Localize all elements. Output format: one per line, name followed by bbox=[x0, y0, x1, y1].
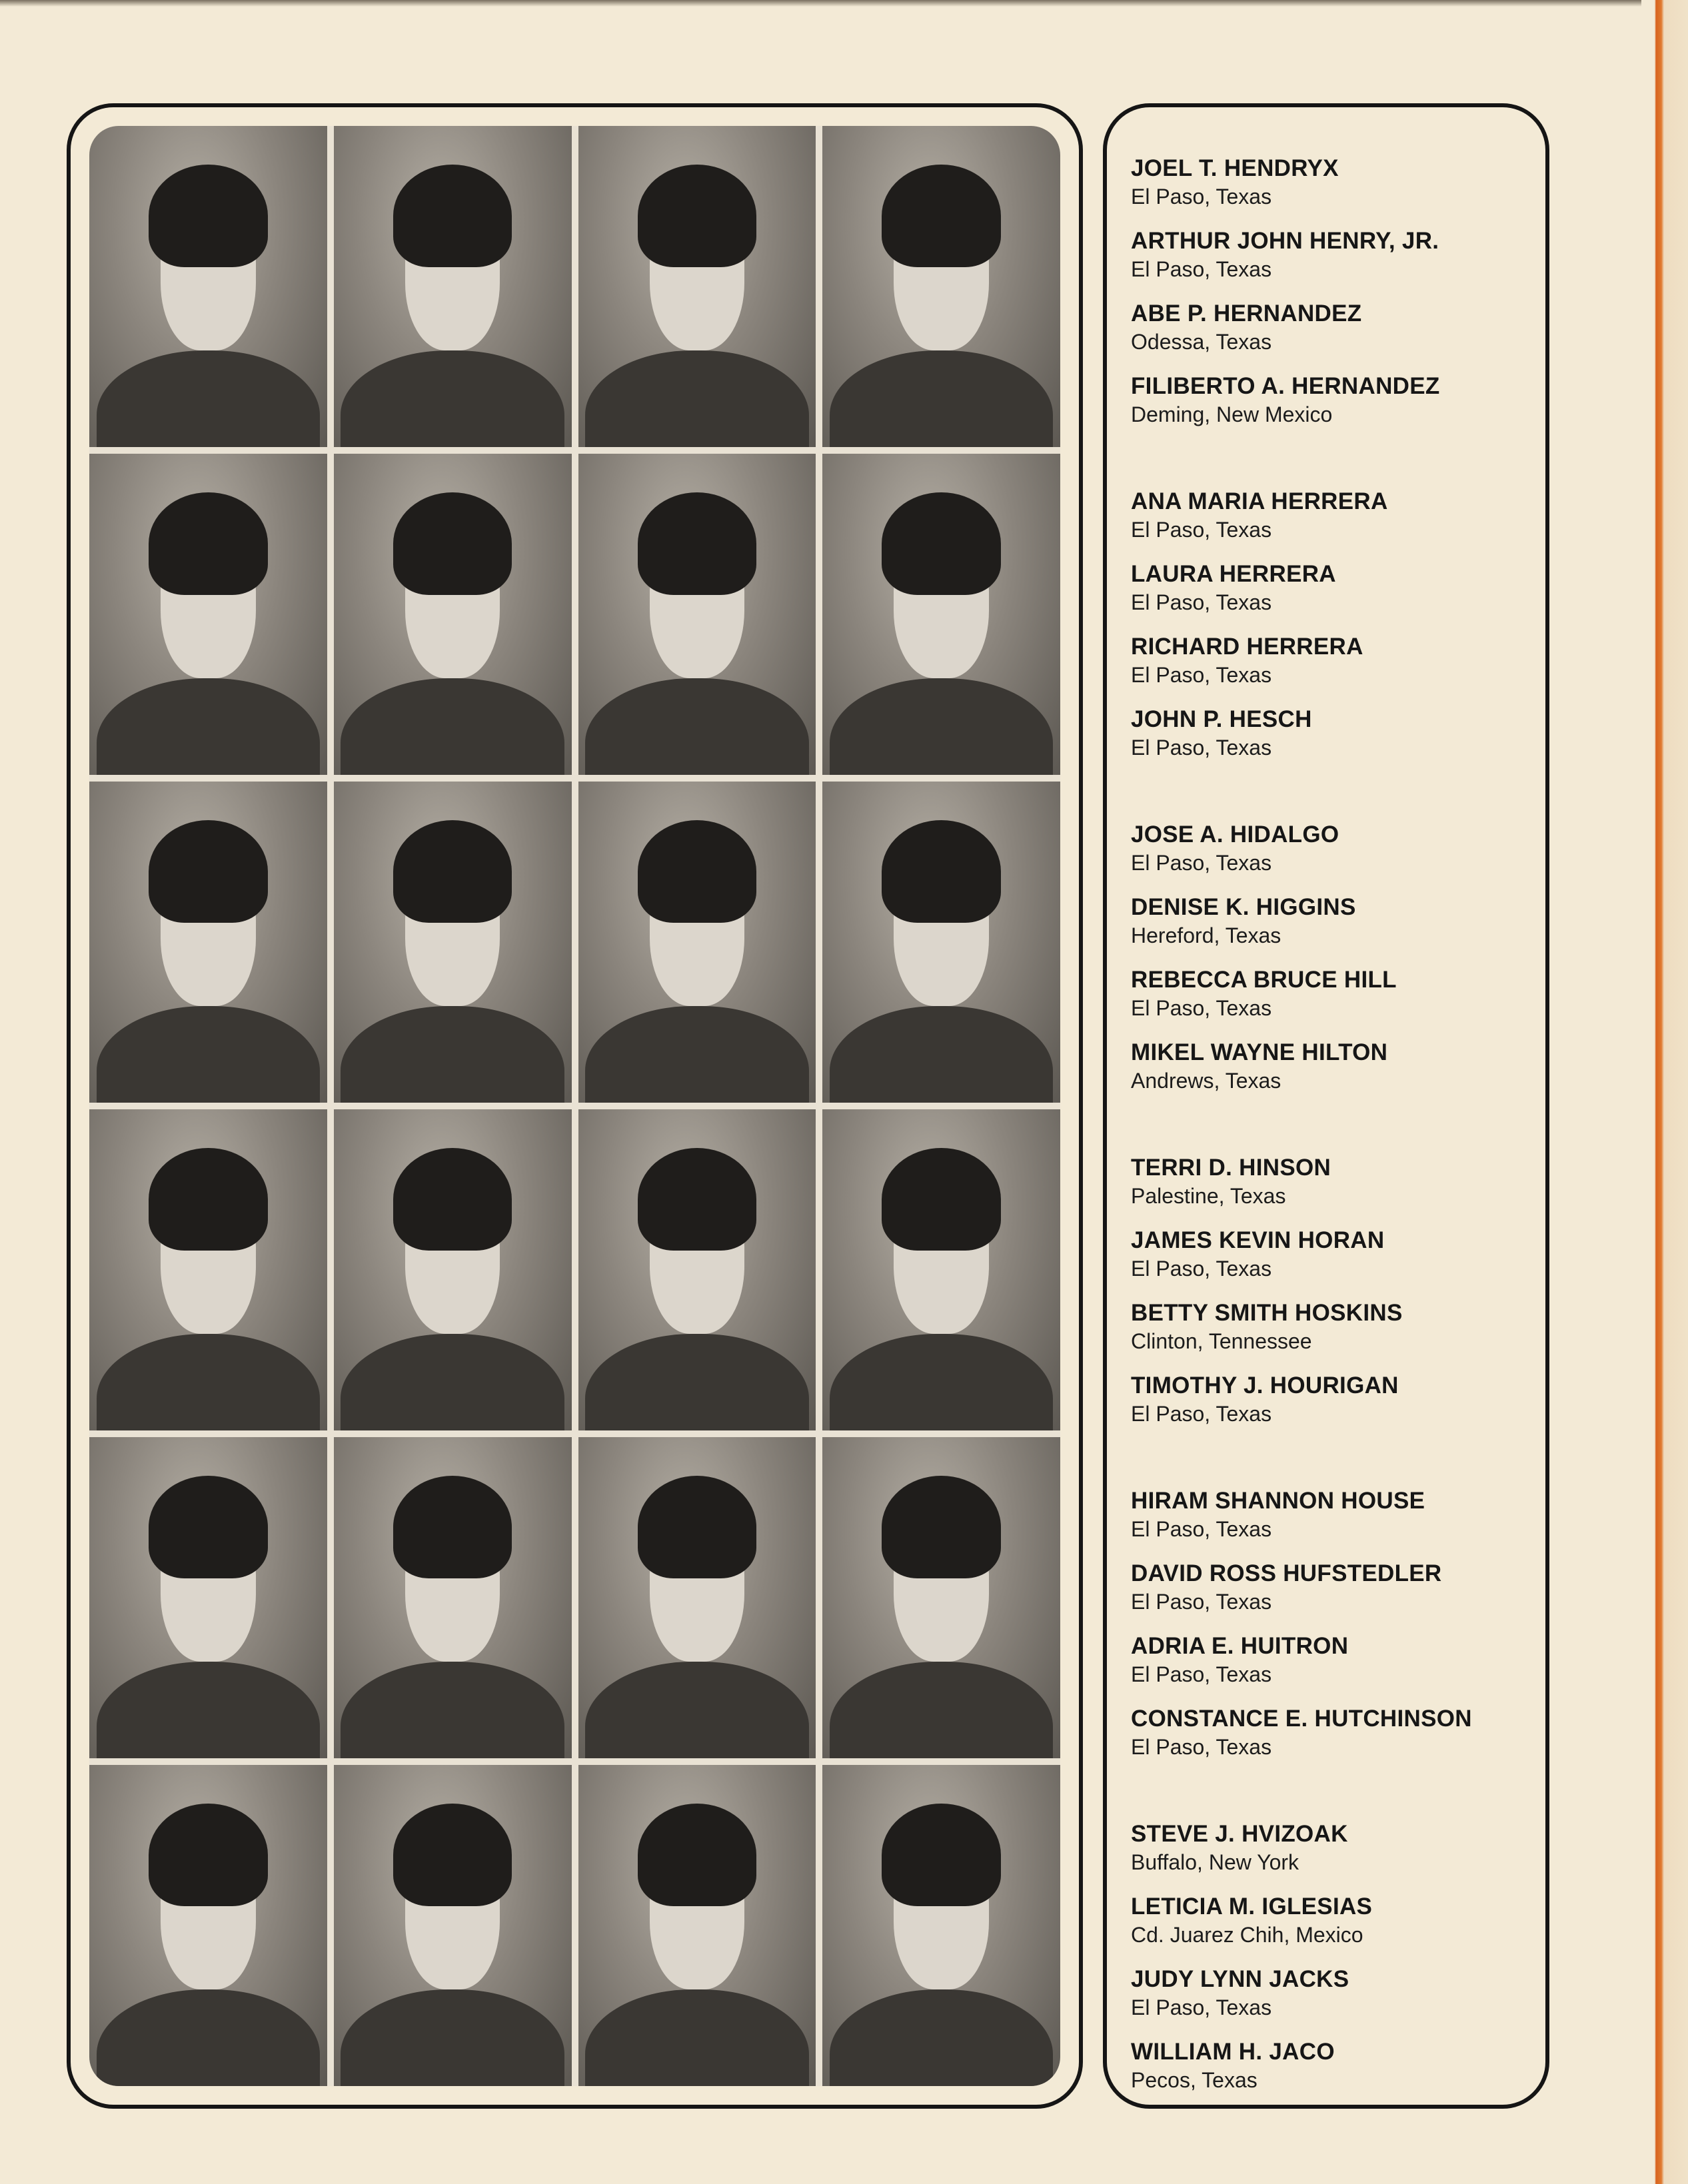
person-hometown: Hereford, Texas bbox=[1131, 923, 1281, 947]
portrait-shoulders bbox=[341, 1334, 564, 1430]
portrait-shoulders bbox=[830, 1662, 1053, 1758]
person-name: JOSE A. HIDALGO bbox=[1131, 821, 1339, 847]
portrait-photo bbox=[334, 454, 572, 775]
person-hometown: Deming, New Mexico bbox=[1131, 402, 1333, 426]
person-name: DAVID ROSS HUFSTEDLER bbox=[1131, 1560, 1442, 1586]
portrait-hair bbox=[149, 1476, 267, 1578]
person-hometown: El Paso, Texas bbox=[1131, 663, 1272, 687]
name-entry bbox=[1131, 1704, 1544, 1760]
person-hometown: El Paso, Texas bbox=[1131, 1590, 1272, 1614]
name-entry bbox=[1131, 1226, 1544, 1282]
name-entry bbox=[1131, 1632, 1544, 1688]
name-entry bbox=[1131, 1892, 1544, 1948]
portrait-shoulders bbox=[830, 1989, 1053, 2086]
portrait-hair bbox=[149, 165, 267, 267]
name-entry bbox=[1131, 1965, 1544, 2021]
name-entry bbox=[1131, 1559, 1544, 1615]
person-hometown: El Paso, Texas bbox=[1131, 1995, 1272, 2019]
name-entry bbox=[1131, 1371, 1544, 1427]
portrait-shoulders bbox=[97, 1334, 320, 1430]
portrait-shoulders bbox=[585, 678, 808, 775]
portrait-photo bbox=[89, 126, 327, 447]
person-hometown: El Paso, Texas bbox=[1131, 1402, 1272, 1426]
portrait-hair bbox=[393, 1804, 512, 1906]
person-name: JOEL T. HENDRYX bbox=[1131, 155, 1339, 181]
names-list bbox=[1107, 107, 1545, 2105]
portrait-hair bbox=[638, 165, 756, 267]
person-hometown: El Paso, Texas bbox=[1131, 1735, 1272, 1759]
portrait-hair bbox=[882, 165, 1000, 267]
portrait-photo bbox=[578, 454, 816, 775]
portrait-shoulders bbox=[341, 1662, 564, 1758]
portrait-hair bbox=[149, 820, 267, 923]
portrait-hair bbox=[638, 1476, 756, 1578]
portrait-shoulders bbox=[341, 350, 564, 447]
portrait-hair bbox=[882, 492, 1000, 595]
portrait-hair bbox=[149, 1804, 267, 1906]
page-binding-edge bbox=[1641, 0, 1688, 2184]
portrait-photo bbox=[89, 782, 327, 1103]
name-entry bbox=[1131, 1820, 1544, 1876]
person-name: ABE P. HERNANDEZ bbox=[1131, 300, 1362, 326]
name-entry bbox=[1131, 1299, 1544, 1355]
portrait-photo bbox=[89, 1109, 327, 1430]
portrait-hair bbox=[393, 1148, 512, 1251]
portrait-photo bbox=[334, 1765, 572, 2086]
person-name: FILIBERTO A. HERNANDEZ bbox=[1131, 373, 1440, 399]
portrait-photo bbox=[89, 454, 327, 775]
person-name: TERRI D. HINSON bbox=[1131, 1155, 1331, 1181]
portrait-shoulders bbox=[585, 350, 808, 447]
portrait-shoulders bbox=[341, 1989, 564, 2086]
person-hometown: El Paso, Texas bbox=[1131, 518, 1272, 542]
names-frame bbox=[1103, 103, 1549, 2109]
person-name: JUDY LYNN JACKS bbox=[1131, 1966, 1349, 1992]
person-hometown: Cd. Juarez Chih, Mexico bbox=[1131, 1923, 1363, 1947]
person-hometown: El Paso, Texas bbox=[1131, 851, 1272, 875]
person-name: JOHN P. HESCH bbox=[1131, 706, 1312, 732]
portrait-shoulders bbox=[585, 1989, 808, 2086]
name-entry bbox=[1131, 154, 1544, 210]
name-entry bbox=[1131, 1486, 1544, 1542]
name-entry bbox=[1131, 560, 1544, 616]
person-name: TIMOTHY J. HOURIGAN bbox=[1131, 1372, 1399, 1398]
portrait-shoulders bbox=[341, 678, 564, 775]
portrait-shoulders bbox=[830, 350, 1053, 447]
portrait-photo bbox=[334, 1437, 572, 1758]
portrait-photo bbox=[334, 1109, 572, 1430]
portrait-hair bbox=[149, 1148, 267, 1251]
name-entry bbox=[1131, 1153, 1544, 1209]
name-entry bbox=[1131, 487, 1544, 543]
person-name: BETTY SMITH HOSKINS bbox=[1131, 1300, 1403, 1326]
name-entry bbox=[1131, 227, 1544, 282]
person-name: STEVE J. HVIZOAK bbox=[1131, 1821, 1348, 1847]
portrait-frame bbox=[67, 103, 1083, 2109]
person-hometown: Palestine, Texas bbox=[1131, 1184, 1286, 1208]
name-entry bbox=[1131, 632, 1544, 688]
person-hometown: Buffalo, New York bbox=[1131, 1850, 1299, 1874]
portrait-photo bbox=[578, 1437, 816, 1758]
portrait-photo bbox=[822, 1109, 1060, 1430]
portrait-photo bbox=[822, 1765, 1060, 2086]
portrait-hair bbox=[149, 492, 267, 595]
person-name: HIRAM SHANNON HOUSE bbox=[1131, 1488, 1425, 1514]
person-name: REBECCA BRUCE HILL bbox=[1131, 967, 1397, 993]
portrait-hair bbox=[393, 1476, 512, 1578]
portrait-hair bbox=[638, 492, 756, 595]
portrait-photo bbox=[334, 126, 572, 447]
portrait-hair bbox=[393, 492, 512, 595]
portrait-hair bbox=[638, 1148, 756, 1251]
name-entry bbox=[1131, 705, 1544, 761]
name-entry bbox=[1131, 965, 1544, 1021]
page-top-edge bbox=[0, 0, 1688, 7]
person-name: LAURA HERRERA bbox=[1131, 561, 1336, 587]
portrait-hair bbox=[882, 820, 1000, 923]
portrait-photo bbox=[578, 1765, 816, 2086]
person-hometown: El Paso, Texas bbox=[1131, 590, 1272, 614]
person-hometown: Pecos, Texas bbox=[1131, 2068, 1258, 2092]
name-entry bbox=[1131, 1038, 1544, 1094]
person-name: JAMES KEVIN HORAN bbox=[1131, 1227, 1385, 1253]
person-hometown: El Paso, Texas bbox=[1131, 185, 1272, 209]
portrait-hair bbox=[393, 165, 512, 267]
person-hometown: El Paso, Texas bbox=[1131, 257, 1272, 281]
person-name: LETICIA M. IGLESIAS bbox=[1131, 1894, 1373, 1919]
portrait-shoulders bbox=[97, 1006, 320, 1103]
portrait-photo bbox=[578, 126, 816, 447]
portrait-shoulders bbox=[97, 1662, 320, 1758]
person-name: ADRIA E. HUITRON bbox=[1131, 1633, 1349, 1659]
person-name: CONSTANCE E. HUTCHINSON bbox=[1131, 1706, 1472, 1732]
portrait-hair bbox=[638, 820, 756, 923]
portrait-hair bbox=[882, 1476, 1000, 1578]
person-name: ANA MARIA HERRERA bbox=[1131, 488, 1388, 514]
portrait-photo bbox=[578, 1109, 816, 1430]
portrait-shoulders bbox=[341, 1006, 564, 1103]
portrait-shoulders bbox=[97, 678, 320, 775]
portrait-photo bbox=[578, 782, 816, 1103]
person-hometown: El Paso, Texas bbox=[1131, 1257, 1272, 1281]
portrait-hair bbox=[882, 1804, 1000, 1906]
portrait-photo bbox=[822, 782, 1060, 1103]
portrait-photo bbox=[822, 126, 1060, 447]
portrait-shoulders bbox=[585, 1662, 808, 1758]
person-name: RICHARD HERRERA bbox=[1131, 634, 1363, 660]
portrait-shoulders bbox=[830, 1006, 1053, 1103]
portrait-photo bbox=[822, 1437, 1060, 1758]
portrait-photo bbox=[89, 1437, 327, 1758]
portrait-hair bbox=[882, 1148, 1000, 1251]
name-entry bbox=[1131, 2037, 1544, 2093]
portrait-shoulders bbox=[830, 1334, 1053, 1430]
portrait-photo bbox=[89, 1765, 327, 2086]
person-hometown: Clinton, Tennessee bbox=[1131, 1329, 1312, 1353]
portrait-grid bbox=[89, 126, 1060, 2086]
person-hometown: El Paso, Texas bbox=[1131, 1662, 1272, 1686]
portrait-photo bbox=[334, 782, 572, 1103]
name-entry bbox=[1131, 820, 1544, 876]
portrait-shoulders bbox=[97, 1989, 320, 2086]
name-entry bbox=[1131, 372, 1544, 428]
person-name: DENISE K. HIGGINS bbox=[1131, 894, 1356, 920]
portrait-shoulders bbox=[585, 1334, 808, 1430]
portrait-shoulders bbox=[97, 350, 320, 447]
person-name: MIKEL WAYNE HILTON bbox=[1131, 1039, 1388, 1065]
name-entry bbox=[1131, 299, 1544, 355]
portrait-hair bbox=[393, 820, 512, 923]
person-hometown: El Paso, Texas bbox=[1131, 736, 1272, 760]
portrait-shoulders bbox=[830, 678, 1053, 775]
portrait-hair bbox=[638, 1804, 756, 1906]
person-name: WILLIAM H. JACO bbox=[1131, 2039, 1335, 2065]
person-hometown: El Paso, Texas bbox=[1131, 1517, 1272, 1541]
person-hometown: El Paso, Texas bbox=[1131, 996, 1272, 1020]
name-entry bbox=[1131, 893, 1544, 949]
person-hometown: Andrews, Texas bbox=[1131, 1069, 1281, 1093]
portrait-shoulders bbox=[585, 1006, 808, 1103]
person-name: ARTHUR JOHN HENRY, JR. bbox=[1131, 228, 1439, 254]
portrait-photo bbox=[822, 454, 1060, 775]
person-hometown: Odessa, Texas bbox=[1131, 330, 1272, 354]
